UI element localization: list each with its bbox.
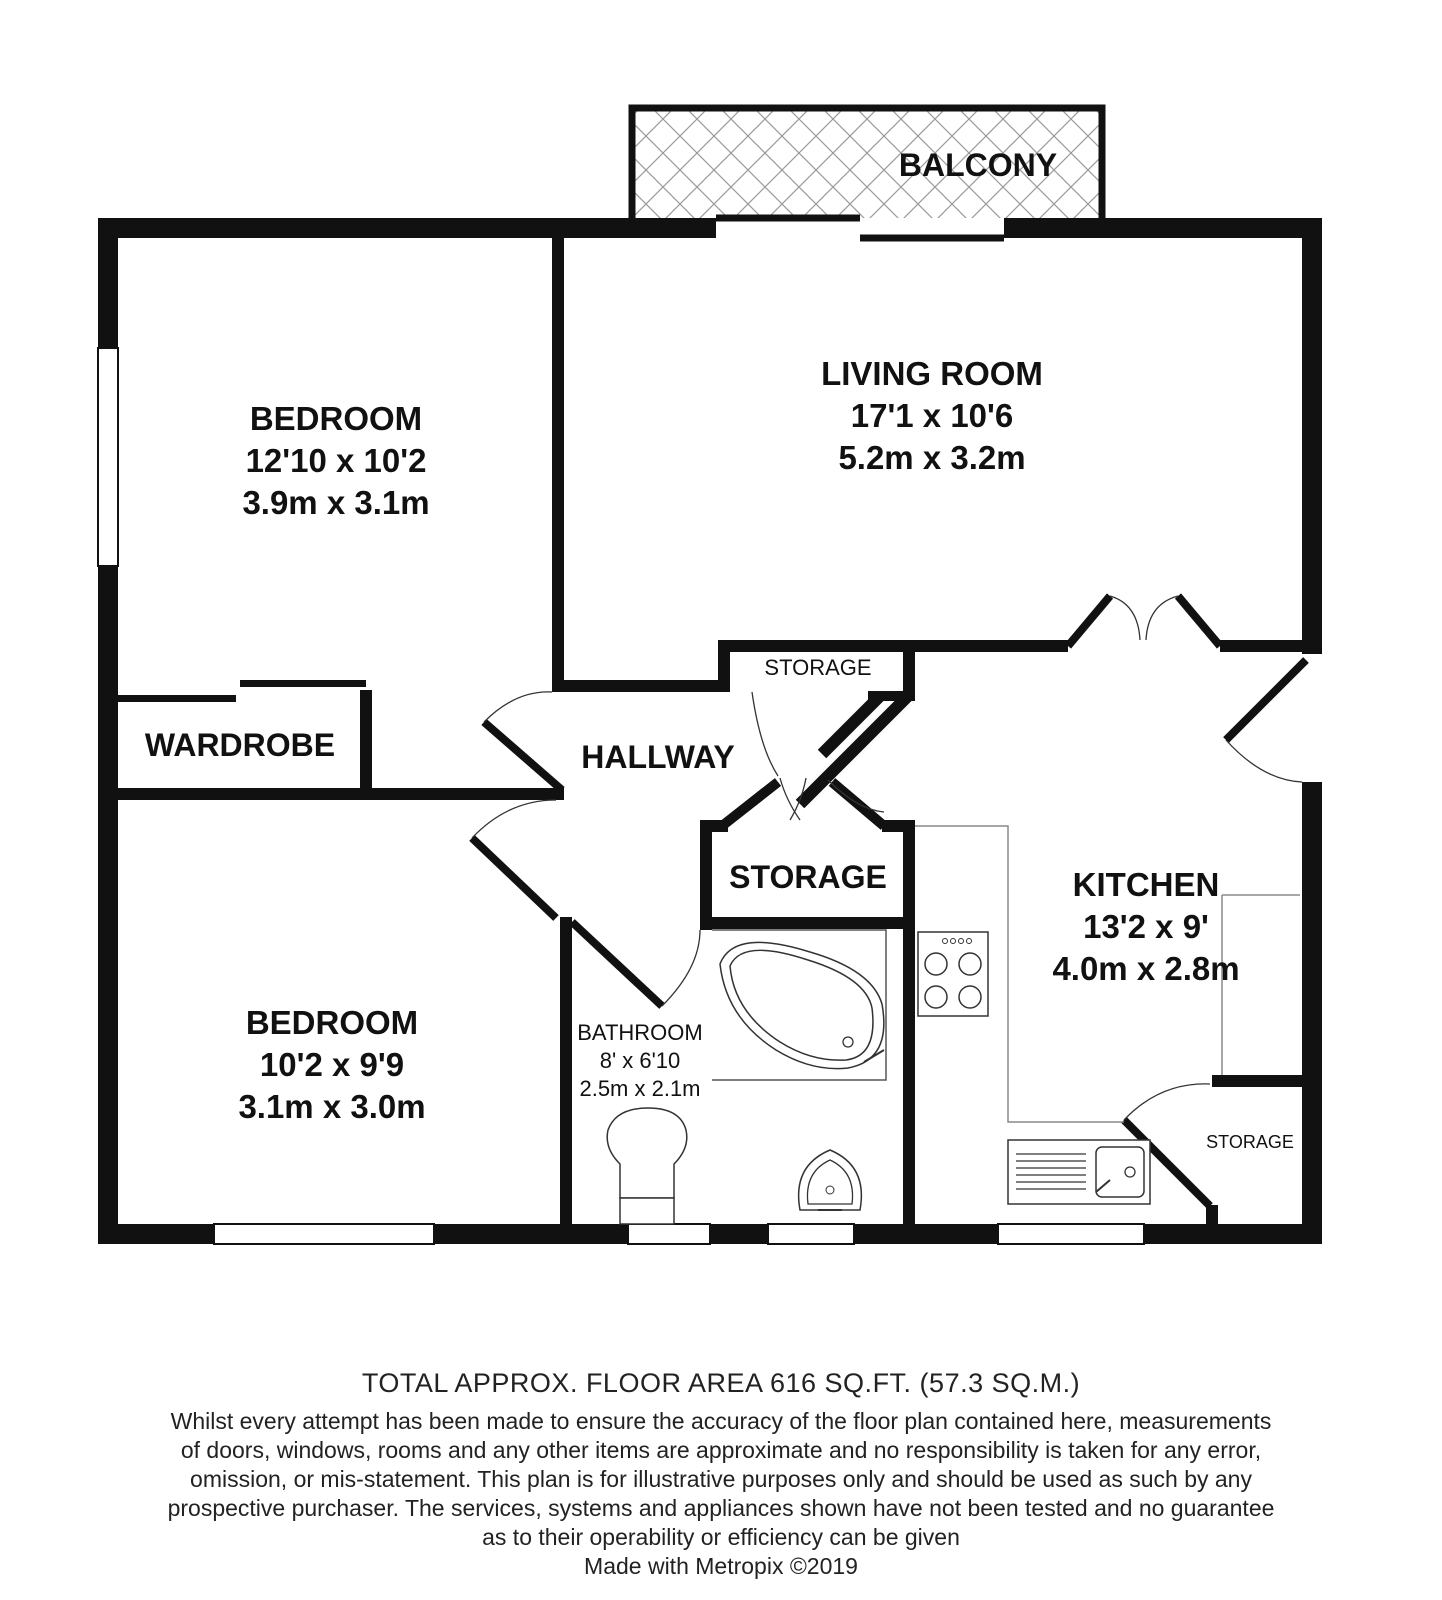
kitchen-imperial: 13'2 x 9' [1083, 908, 1209, 945]
bedroom-1-imperial: 12'10 x 10'2 [245, 442, 427, 479]
toilet-icon [607, 1108, 687, 1224]
hallway-label: HALLWAY [581, 739, 735, 775]
disclaimer [60, 1407, 1382, 1552]
bedroom-2-metric: 3.1m x 3.0m [238, 1088, 426, 1125]
bathroom-name: BATHROOM [577, 1020, 703, 1045]
living-room-imperial: 17'1 x 10'6 [850, 397, 1014, 434]
bedroom-1-name: BEDROOM [249, 400, 423, 437]
storage-mid-label: STORAGE [729, 859, 887, 895]
disclaimer-line: as to their operability or efficiency can be given [482, 1524, 960, 1550]
bathtub-icon [712, 930, 886, 1080]
balcony [632, 108, 1102, 218]
kitchen-metric: 4.0m x 2.8m [1052, 950, 1240, 987]
kitchen-name: KITCHEN [1072, 866, 1220, 903]
balcony-sliding-door [716, 218, 1004, 238]
disclaimer-line: prospective purchaser. The services, systems and appliances shown have not been tested and no guarantee [167, 1495, 1275, 1521]
living-room-metric: 5.2m x 3.2m [838, 439, 1026, 476]
wardrobe-label: WARDROBE [144, 727, 336, 763]
basin-icon [799, 1150, 862, 1210]
bedroom-2-imperial: 10'2 x 9'9 [259, 1046, 405, 1083]
bedroom-2-name: BEDROOM [245, 1004, 419, 1041]
disclaimer-line: Whilst every attempt has been made to ensure the accuracy of the floor plan contained here, measurements [170, 1408, 1272, 1434]
credit: Made with Metropix ©2019 [584, 1553, 858, 1579]
bedroom-1-metric: 3.9m x 3.1m [242, 484, 430, 521]
balcony-label: BALCONY [898, 147, 1058, 183]
room-labels [145, 355, 1294, 1152]
bathroom-imperial: 8' x 6'10 [599, 1048, 681, 1073]
disclaimer-line: omission, or mis-statement. This plan is for illustrative purposes only and should be used as such by any [190, 1466, 1252, 1492]
angled-walls [722, 696, 915, 826]
storage-kitchen-label: STORAGE [1206, 1132, 1294, 1152]
sink-icon [1008, 1140, 1150, 1204]
disclaimer-line: of doors, windows, rooms and any other items are approximate and no responsibility is taken for any error, [180, 1437, 1262, 1463]
bathroom-metric: 2.5m x 2.1m [579, 1076, 701, 1101]
total-floor-area: TOTAL APPROX. FLOOR AREA 616 SQ.FT. (57.3 SQ.M.) [361, 1368, 1081, 1398]
hob-icon [918, 932, 988, 1016]
storage-top-label: STORAGE [764, 655, 872, 680]
living-room-name: LIVING ROOM [821, 355, 1043, 392]
footer [60, 1368, 1382, 1581]
